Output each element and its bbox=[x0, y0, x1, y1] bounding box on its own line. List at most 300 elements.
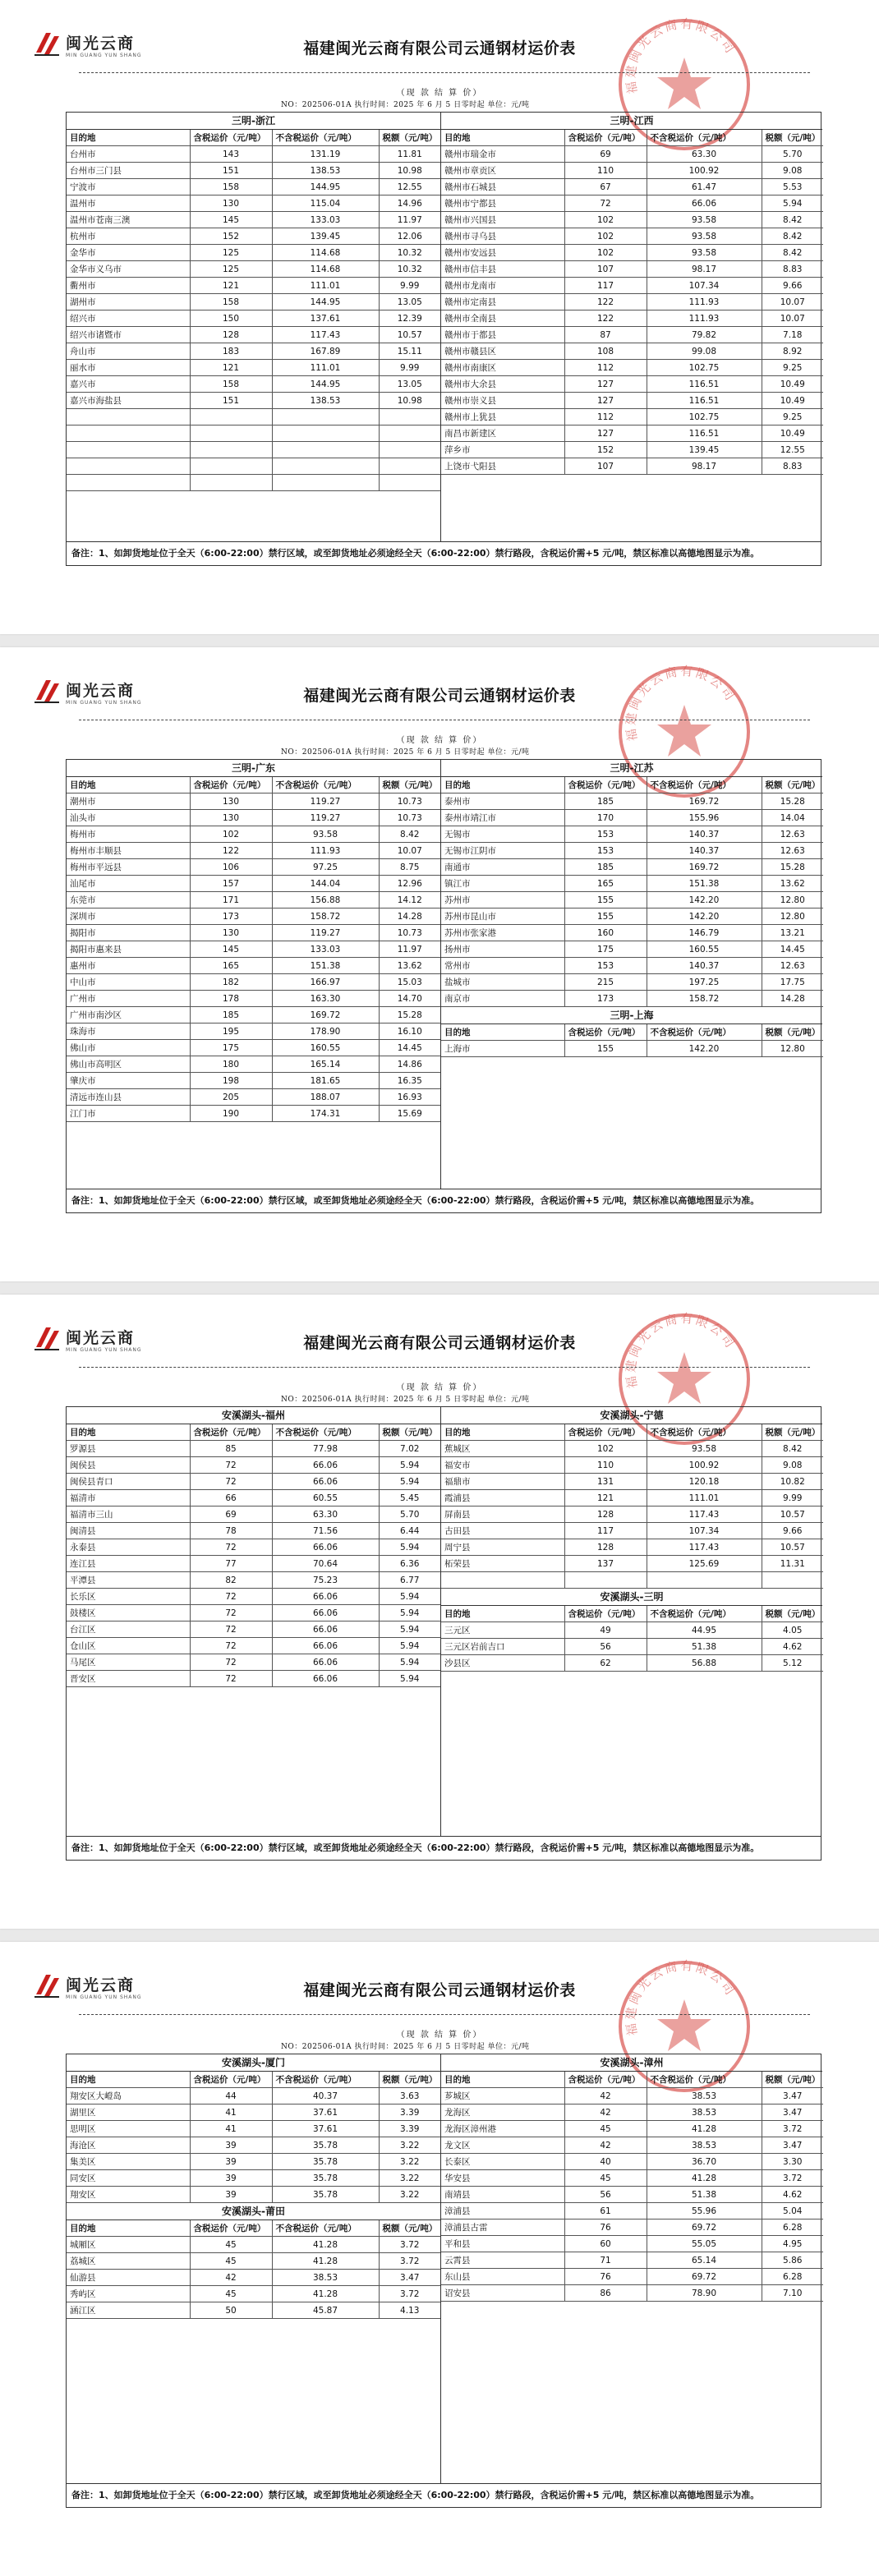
table-row bbox=[67, 1457, 440, 1474]
tax-incl-rate-cell: 173 bbox=[564, 991, 647, 1007]
tax-incl-rate-cell: 158 bbox=[190, 376, 272, 393]
settlement-type: （现 款 结 算 价） bbox=[396, 2031, 483, 2040]
empty-cell bbox=[190, 458, 272, 475]
tax-excl-rate-cell: 156.88 bbox=[272, 892, 379, 908]
empty-cell bbox=[564, 1572, 647, 1589]
rate-table bbox=[67, 130, 440, 491]
tax-amount-cell: 3.72 bbox=[379, 2253, 440, 2270]
destination-cell: 萍乡市 bbox=[441, 442, 564, 458]
settlement-type: （现 款 结 算 价） bbox=[396, 1383, 483, 1392]
table-row bbox=[441, 1523, 823, 1539]
left-column bbox=[67, 760, 440, 1122]
column-header: 不含税运价（元/吨） bbox=[272, 2072, 379, 2088]
tax-amount-cell: 11.81 bbox=[379, 146, 440, 163]
section-title: 三明-广东 bbox=[67, 760, 440, 777]
destination-cell: 台江区 bbox=[67, 1622, 190, 1638]
title-divider bbox=[79, 72, 810, 73]
destination-cell: 台州市 bbox=[67, 146, 190, 163]
tax-amount-cell: 5.94 bbox=[379, 1589, 440, 1605]
table-row bbox=[67, 163, 440, 179]
tax-amount-cell: 12.63 bbox=[762, 826, 823, 843]
destination-cell: 云霄县 bbox=[441, 2252, 564, 2269]
tax-incl-rate-cell: 125 bbox=[190, 261, 272, 278]
rate-section bbox=[441, 113, 822, 475]
tax-amount-cell: 13.62 bbox=[762, 876, 823, 892]
column-header: 不含税运价（元/吨） bbox=[272, 130, 379, 146]
document-meta: NO：202506-01A 执行时间：2025 年 6 月 5 日零时起 单位：元/吨 bbox=[281, 2043, 530, 2051]
rate-table bbox=[441, 777, 823, 1007]
tax-excl-rate-cell: 97.25 bbox=[272, 859, 379, 876]
tax-incl-rate-cell: 112 bbox=[564, 360, 647, 376]
column-header: 不含税运价（元/吨） bbox=[272, 2220, 379, 2237]
destination-cell: 古田县 bbox=[441, 1523, 564, 1539]
title-divider bbox=[79, 1367, 810, 1368]
tax-amount-cell: 15.28 bbox=[762, 794, 823, 810]
table-row bbox=[441, 1622, 823, 1639]
tax-amount-cell: 5.94 bbox=[379, 1605, 440, 1622]
destination-cell: 仙游县 bbox=[67, 2270, 190, 2286]
tax-excl-rate-cell: 165.14 bbox=[272, 1056, 379, 1073]
tax-incl-rate-cell: 72 bbox=[190, 1622, 272, 1638]
tax-incl-rate-cell: 67 bbox=[564, 179, 647, 196]
tax-excl-rate-cell: 144.95 bbox=[272, 294, 379, 310]
rate-section bbox=[441, 1589, 822, 1672]
table-row bbox=[67, 941, 440, 958]
table-row bbox=[441, 163, 823, 179]
table-row bbox=[67, 892, 440, 908]
tax-incl-rate-cell: 107 bbox=[564, 261, 647, 278]
table-header-row bbox=[67, 2220, 440, 2237]
svg-text:福建闽光云商有限公司: 福建闽光云商有限公司 bbox=[623, 16, 739, 95]
destination-cell: 赣州市宁都县 bbox=[441, 196, 564, 212]
tax-amount-cell: 8.42 bbox=[762, 1441, 823, 1457]
section-title: 安溪湖头-莆田 bbox=[67, 2203, 440, 2220]
rate-section bbox=[67, 760, 440, 1122]
empty-cell bbox=[441, 1572, 564, 1589]
empty-row bbox=[67, 409, 440, 426]
table-row bbox=[67, 1073, 440, 1089]
tax-excl-rate-cell: 69.72 bbox=[647, 2220, 762, 2236]
tax-amount-cell: 16.10 bbox=[379, 1024, 440, 1040]
tax-amount-cell: 5.94 bbox=[379, 1622, 440, 1638]
tax-excl-rate-cell: 78.90 bbox=[647, 2285, 762, 2302]
table-row bbox=[67, 278, 440, 294]
tax-amount-cell: 8.92 bbox=[762, 343, 823, 360]
tax-incl-rate-cell: 127 bbox=[564, 393, 647, 409]
logo-subtext: MIN GUANG YUN SHANG bbox=[66, 53, 142, 58]
destination-cell: 晋安区 bbox=[67, 1671, 190, 1687]
table-row bbox=[67, 1605, 440, 1622]
tax-excl-rate-cell: 66.06 bbox=[647, 196, 762, 212]
tax-incl-rate-cell: 153 bbox=[564, 958, 647, 974]
destination-cell: 集美区 bbox=[67, 2154, 190, 2170]
destination-cell: 上饶市弋阳县 bbox=[441, 458, 564, 475]
tax-amount-cell: 8.42 bbox=[379, 826, 440, 843]
tax-excl-rate-cell: 116.51 bbox=[647, 376, 762, 393]
tax-excl-rate-cell: 40.37 bbox=[272, 2088, 379, 2104]
tax-amount-cell: 10.07 bbox=[762, 310, 823, 327]
tax-incl-rate-cell: 72 bbox=[190, 1671, 272, 1687]
table-header-row bbox=[441, 1424, 823, 1441]
column-header: 含税运价（元/吨） bbox=[564, 777, 647, 794]
tax-incl-rate-cell: 61 bbox=[564, 2203, 647, 2220]
column-header: 含税运价（元/吨） bbox=[564, 1606, 647, 1622]
tax-amount-cell: 15.28 bbox=[762, 859, 823, 876]
left-column bbox=[67, 2054, 440, 2319]
table-row bbox=[441, 1655, 823, 1672]
table-row bbox=[67, 1556, 440, 1572]
tax-excl-rate-cell: 41.28 bbox=[647, 2121, 762, 2137]
destination-cell: 清远市连山县 bbox=[67, 1089, 190, 1106]
tax-amount-cell: 6.44 bbox=[379, 1523, 440, 1539]
tax-excl-rate-cell: 117.43 bbox=[272, 327, 379, 343]
tax-excl-rate-cell: 35.78 bbox=[272, 2170, 379, 2187]
empty-cell bbox=[190, 442, 272, 458]
tax-amount-cell: 12.55 bbox=[762, 442, 823, 458]
tax-excl-rate-cell: 38.53 bbox=[647, 2137, 762, 2154]
tax-amount-cell: 9.08 bbox=[762, 1457, 823, 1474]
destination-cell: 深圳市 bbox=[67, 908, 190, 925]
destination-cell: 常州市 bbox=[441, 958, 564, 974]
table-row bbox=[441, 2203, 823, 2220]
destination-cell: 盐城市 bbox=[441, 974, 564, 991]
rate-table bbox=[67, 2220, 440, 2319]
tax-amount-cell: 3.39 bbox=[379, 2104, 440, 2121]
table-row bbox=[441, 327, 823, 343]
table-row bbox=[441, 2104, 823, 2121]
tax-incl-rate-cell: 42 bbox=[564, 2137, 647, 2154]
tax-incl-rate-cell: 72 bbox=[190, 1539, 272, 1556]
tax-incl-rate-cell: 125 bbox=[190, 245, 272, 261]
tax-incl-rate-cell: 170 bbox=[564, 810, 647, 826]
tax-amount-cell: 5.53 bbox=[762, 179, 823, 196]
destination-cell: 梅州市平远县 bbox=[67, 859, 190, 876]
table-row bbox=[441, 794, 823, 810]
table-row bbox=[67, 1523, 440, 1539]
column-header: 税额（元/吨） bbox=[762, 1606, 823, 1622]
tax-incl-rate-cell: 45 bbox=[190, 2253, 272, 2270]
table-row bbox=[67, 179, 440, 196]
tax-excl-rate-cell: 160.55 bbox=[647, 941, 762, 958]
tax-excl-rate-cell: 55.05 bbox=[647, 2236, 762, 2252]
tax-amount-cell: 8.83 bbox=[762, 261, 823, 278]
table-row bbox=[441, 941, 823, 958]
empty-row bbox=[67, 458, 440, 475]
destination-cell: 扬州市 bbox=[441, 941, 564, 958]
tax-excl-rate-cell: 114.68 bbox=[272, 261, 379, 278]
destination-cell: 泰州市 bbox=[441, 794, 564, 810]
tax-incl-rate-cell: 39 bbox=[190, 2187, 272, 2203]
table-row bbox=[441, 876, 823, 892]
column-header: 税额（元/吨） bbox=[379, 2072, 440, 2088]
rate-section bbox=[441, 1407, 822, 1589]
destination-cell: 肇庆市 bbox=[67, 1073, 190, 1089]
tax-excl-rate-cell: 133.03 bbox=[272, 212, 379, 228]
column-header: 税额（元/吨） bbox=[379, 2220, 440, 2237]
empty-cell bbox=[67, 475, 190, 491]
destination-cell: 无锡市江阴市 bbox=[441, 843, 564, 859]
table-row bbox=[441, 892, 823, 908]
tax-incl-rate-cell: 56 bbox=[564, 2187, 647, 2203]
destination-cell: 舟山市 bbox=[67, 343, 190, 360]
tax-amount-cell: 4.62 bbox=[762, 1639, 823, 1655]
tax-excl-rate-cell: 100.92 bbox=[647, 1457, 762, 1474]
table-row bbox=[67, 2170, 440, 2187]
tax-excl-rate-cell: 37.61 bbox=[272, 2121, 379, 2137]
destination-cell: 嘉兴市 bbox=[67, 376, 190, 393]
tax-amount-cell: 6.77 bbox=[379, 1572, 440, 1589]
table-row bbox=[441, 196, 823, 212]
tax-incl-rate-cell: 137 bbox=[564, 1556, 647, 1572]
tax-excl-rate-cell: 102.75 bbox=[647, 360, 762, 376]
tax-excl-rate-cell: 66.06 bbox=[272, 1605, 379, 1622]
destination-cell: 绍兴市 bbox=[67, 310, 190, 327]
tax-incl-rate-cell: 45 bbox=[564, 2170, 647, 2187]
tax-incl-rate-cell: 76 bbox=[564, 2269, 647, 2285]
tax-incl-rate-cell: 152 bbox=[564, 442, 647, 458]
table-row bbox=[67, 376, 440, 393]
tax-incl-rate-cell: 215 bbox=[564, 974, 647, 991]
column-header: 含税运价（元/吨） bbox=[564, 1424, 647, 1441]
tax-excl-rate-cell: 63.30 bbox=[272, 1506, 379, 1523]
right-column bbox=[440, 760, 822, 1189]
tax-incl-rate-cell: 155 bbox=[564, 1041, 647, 1057]
tax-amount-cell: 12.96 bbox=[379, 876, 440, 892]
tax-excl-rate-cell: 98.17 bbox=[647, 261, 762, 278]
table-header-row bbox=[67, 1424, 440, 1441]
tax-amount-cell: 5.70 bbox=[762, 146, 823, 163]
destination-cell: 漳浦县 bbox=[441, 2203, 564, 2220]
tax-incl-rate-cell: 117 bbox=[564, 1523, 647, 1539]
empty-row bbox=[67, 426, 440, 442]
tax-incl-rate-cell: 183 bbox=[190, 343, 272, 360]
tax-excl-rate-cell: 66.06 bbox=[272, 1671, 379, 1687]
tax-incl-rate-cell: 151 bbox=[190, 163, 272, 179]
tax-amount-cell: 5.70 bbox=[379, 1506, 440, 1523]
tax-amount-cell: 14.28 bbox=[762, 991, 823, 1007]
table-row bbox=[441, 2137, 823, 2154]
tax-excl-rate-cell: 140.37 bbox=[647, 843, 762, 859]
tax-incl-rate-cell: 151 bbox=[190, 393, 272, 409]
table-header-row bbox=[67, 777, 440, 794]
destination-cell: 珠海市 bbox=[67, 1024, 190, 1040]
tax-excl-rate-cell: 142.20 bbox=[647, 1041, 762, 1057]
destination-cell: 湖里区 bbox=[67, 2104, 190, 2121]
table-row bbox=[67, 1622, 440, 1638]
tax-excl-rate-cell: 160.55 bbox=[272, 1040, 379, 1056]
tax-amount-cell: 9.08 bbox=[762, 163, 823, 179]
tax-incl-rate-cell: 39 bbox=[190, 2137, 272, 2154]
tax-excl-rate-cell: 66.06 bbox=[272, 1474, 379, 1490]
tax-incl-rate-cell: 42 bbox=[190, 2270, 272, 2286]
tax-amount-cell: 5.94 bbox=[379, 1638, 440, 1654]
destination-cell: 长乐区 bbox=[67, 1589, 190, 1605]
empty-cell bbox=[272, 475, 379, 491]
tax-amount-cell: 10.49 bbox=[762, 376, 823, 393]
destination-cell: 汕头市 bbox=[67, 810, 190, 826]
destination-cell: 诏安县 bbox=[441, 2285, 564, 2302]
table-row bbox=[441, 409, 823, 426]
tax-amount-cell: 17.75 bbox=[762, 974, 823, 991]
tax-excl-rate-cell: 120.18 bbox=[647, 1474, 762, 1490]
destination-cell: 广州市南沙区 bbox=[67, 1007, 190, 1024]
rate-table bbox=[67, 777, 440, 1122]
rate-table bbox=[441, 1606, 823, 1672]
tax-incl-rate-cell: 195 bbox=[190, 1024, 272, 1040]
destination-cell: 长泰区 bbox=[441, 2154, 564, 2170]
table-row bbox=[441, 1490, 823, 1506]
tax-excl-rate-cell: 93.58 bbox=[647, 1441, 762, 1457]
tax-incl-rate-cell: 185 bbox=[190, 1007, 272, 1024]
right-column bbox=[440, 1407, 822, 1836]
tax-excl-rate-cell: 139.45 bbox=[647, 442, 762, 458]
tax-amount-cell: 10.07 bbox=[379, 843, 440, 859]
tax-incl-rate-cell: 145 bbox=[190, 212, 272, 228]
table-header-row bbox=[441, 1024, 823, 1041]
destination-cell: 江门市 bbox=[67, 1106, 190, 1122]
tax-amount-cell: 10.32 bbox=[379, 261, 440, 278]
tax-amount-cell: 13.21 bbox=[762, 925, 823, 941]
table-row bbox=[441, 442, 823, 458]
left-column bbox=[67, 1407, 440, 1687]
rate-table-frame bbox=[66, 2054, 821, 2484]
tax-excl-rate-cell: 117.43 bbox=[647, 1506, 762, 1523]
tax-amount-cell: 5.94 bbox=[762, 196, 823, 212]
tax-excl-rate-cell: 167.89 bbox=[272, 343, 379, 360]
rate-section bbox=[441, 1007, 822, 1057]
tax-incl-rate-cell: 131 bbox=[564, 1474, 647, 1490]
tax-amount-cell: 5.04 bbox=[762, 2203, 823, 2220]
table-row bbox=[67, 2121, 440, 2137]
destination-cell: 赣州市章贡区 bbox=[441, 163, 564, 179]
tax-incl-rate-cell: 152 bbox=[190, 228, 272, 245]
tax-amount-cell: 15.03 bbox=[379, 974, 440, 991]
column-header: 含税运价（元/吨） bbox=[190, 2220, 272, 2237]
empty-cell bbox=[762, 1572, 823, 1589]
tax-incl-rate-cell: 158 bbox=[190, 179, 272, 196]
destination-cell: 闽侯县 bbox=[67, 1457, 190, 1474]
destination-cell: 赣州市赣县区 bbox=[441, 343, 564, 360]
tax-excl-rate-cell: 111.93 bbox=[647, 310, 762, 327]
column-header: 目的地 bbox=[441, 130, 564, 146]
table-row bbox=[441, 1041, 823, 1057]
tax-incl-rate-cell: 130 bbox=[190, 196, 272, 212]
tax-amount-cell: 15.11 bbox=[379, 343, 440, 360]
table-row bbox=[441, 2170, 823, 2187]
column-header: 含税运价（元/吨） bbox=[190, 130, 272, 146]
empty-cell bbox=[272, 442, 379, 458]
table-row bbox=[67, 1106, 440, 1122]
tax-incl-rate-cell: 110 bbox=[564, 1457, 647, 1474]
section-title: 安溪湖头-宁德 bbox=[441, 1407, 822, 1424]
rate-sheet-page bbox=[0, 0, 879, 634]
tax-amount-cell: 13.05 bbox=[379, 294, 440, 310]
tax-amount-cell: 3.22 bbox=[379, 2154, 440, 2170]
destination-cell: 龙文区 bbox=[441, 2137, 564, 2154]
tax-excl-rate-cell: 107.34 bbox=[647, 1523, 762, 1539]
tax-amount-cell: 14.04 bbox=[762, 810, 823, 826]
destination-cell: 平和县 bbox=[441, 2236, 564, 2252]
tax-amount-cell: 3.63 bbox=[379, 2088, 440, 2104]
empty-cell bbox=[647, 1572, 762, 1589]
destination-cell: 屏南县 bbox=[441, 1506, 564, 1523]
table-row bbox=[67, 1539, 440, 1556]
tax-excl-rate-cell: 151.38 bbox=[647, 876, 762, 892]
tax-incl-rate-cell: 72 bbox=[190, 1589, 272, 1605]
tax-excl-rate-cell: 38.53 bbox=[272, 2270, 379, 2286]
tax-excl-rate-cell: 79.82 bbox=[647, 327, 762, 343]
destination-cell: 镇江市 bbox=[441, 876, 564, 892]
table-row bbox=[441, 2187, 823, 2203]
destination-cell: 赣州市石城县 bbox=[441, 179, 564, 196]
destination-cell: 东莞市 bbox=[67, 892, 190, 908]
tax-amount-cell: 5.12 bbox=[762, 1655, 823, 1672]
table-row bbox=[441, 908, 823, 925]
table-row bbox=[67, 343, 440, 360]
tax-amount-cell: 12.63 bbox=[762, 958, 823, 974]
tax-excl-rate-cell: 138.53 bbox=[272, 163, 379, 179]
column-header: 含税运价（元/吨） bbox=[190, 2072, 272, 2088]
destination-cell: 仓山区 bbox=[67, 1638, 190, 1654]
tax-amount-cell: 5.94 bbox=[379, 1671, 440, 1687]
tax-incl-rate-cell: 150 bbox=[190, 310, 272, 327]
tax-amount-cell: 3.72 bbox=[762, 2170, 823, 2187]
destination-cell: 秀屿区 bbox=[67, 2286, 190, 2302]
table-row bbox=[67, 1589, 440, 1605]
section-title: 三明-浙江 bbox=[67, 113, 440, 130]
destination-cell: 鼓楼区 bbox=[67, 1605, 190, 1622]
destination-cell: 三元区岩前吉口 bbox=[441, 1639, 564, 1655]
tax-amount-cell: 9.66 bbox=[762, 1523, 823, 1539]
destination-cell: 佛山市高明区 bbox=[67, 1056, 190, 1073]
column-header: 不含税运价（元/吨） bbox=[647, 1424, 762, 1441]
rate-section bbox=[441, 760, 822, 1007]
tax-amount-cell: 10.57 bbox=[379, 327, 440, 343]
table-row bbox=[441, 991, 823, 1007]
destination-cell: 荔城区 bbox=[67, 2253, 190, 2270]
tax-incl-rate-cell: 108 bbox=[564, 343, 647, 360]
column-header: 目的地 bbox=[441, 2072, 564, 2088]
tax-amount-cell: 5.94 bbox=[379, 1474, 440, 1490]
tax-excl-rate-cell: 139.45 bbox=[272, 228, 379, 245]
rate-table bbox=[441, 130, 823, 475]
tax-amount-cell: 8.42 bbox=[762, 212, 823, 228]
destination-cell: 闽清县 bbox=[67, 1523, 190, 1539]
tax-incl-rate-cell: 128 bbox=[564, 1539, 647, 1556]
tax-incl-rate-cell: 190 bbox=[190, 1106, 272, 1122]
tax-incl-rate-cell: 69 bbox=[564, 146, 647, 163]
destination-cell: 南京市 bbox=[441, 991, 564, 1007]
destination-cell: 赣州市安远县 bbox=[441, 245, 564, 261]
table-row bbox=[67, 1024, 440, 1040]
tax-excl-rate-cell: 66.06 bbox=[272, 1589, 379, 1605]
tax-excl-rate-cell: 56.88 bbox=[647, 1655, 762, 1672]
destination-cell: 嘉兴市海盐县 bbox=[67, 393, 190, 409]
destination-cell: 福清市 bbox=[67, 1490, 190, 1506]
document-meta: NO：202506-01A 执行时间：2025 年 6 月 5 日零时起 单位：元/吨 bbox=[281, 748, 530, 757]
table-row bbox=[67, 228, 440, 245]
destination-cell: 苏州市张家港 bbox=[441, 925, 564, 941]
tax-incl-rate-cell: 42 bbox=[564, 2104, 647, 2121]
tax-incl-rate-cell: 122 bbox=[190, 843, 272, 859]
table-row bbox=[441, 228, 823, 245]
tax-excl-rate-cell: 63.30 bbox=[647, 146, 762, 163]
destination-cell: 赣州市瑞金市 bbox=[441, 146, 564, 163]
tax-incl-rate-cell: 128 bbox=[190, 327, 272, 343]
column-header: 目的地 bbox=[67, 777, 190, 794]
destination-cell: 赣州市南康区 bbox=[441, 360, 564, 376]
tax-excl-rate-cell: 116.51 bbox=[647, 426, 762, 442]
